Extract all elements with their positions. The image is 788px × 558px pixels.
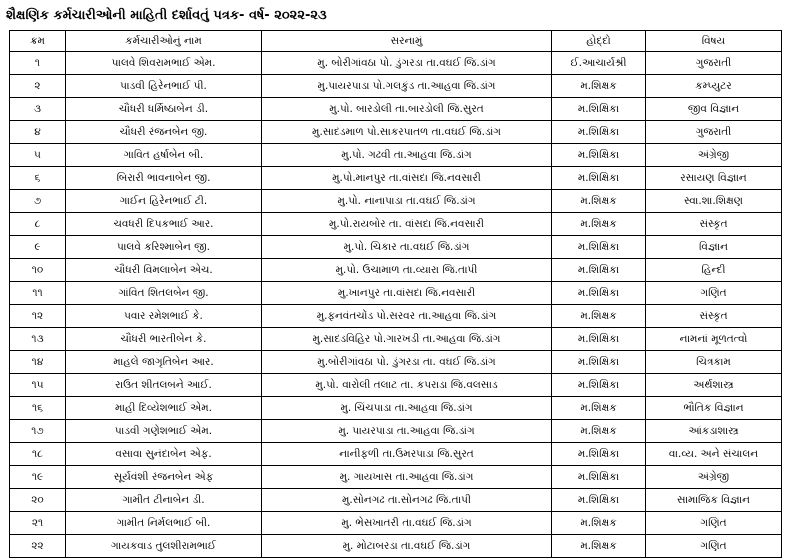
cell-address: મુ.પો. વારોલી તલાટ તા. કપરાડા જિ.વલસાડ bbox=[262, 374, 552, 397]
cell-serial-no: ૪ bbox=[10, 121, 66, 144]
cell-employee-name: પાડવી ગણેશભાઈ એમ. bbox=[66, 420, 262, 443]
cell-subject: અર્થશાસ્ત્ર bbox=[646, 374, 782, 397]
cell-designation: મ.શિક્ષિકા bbox=[552, 121, 646, 144]
cell-subject: રસાયણ વિજ્ઞાન bbox=[646, 167, 782, 190]
cell-address: મુ.પાયરપાડા પો.ગલકુંડ તા.આહવા જિ.ડાંગ bbox=[262, 75, 552, 98]
cell-employee-name: ચૌધરી ભારતીબેન કે. bbox=[66, 328, 262, 351]
cell-designation: મ.શિક્ષક bbox=[552, 512, 646, 535]
cell-serial-no: ૬ bbox=[10, 167, 66, 190]
cell-employee-name: ગાવિત હર્ષાબેન બી. bbox=[66, 144, 262, 167]
table-row bbox=[10, 466, 782, 489]
cell-serial-no: ૨૦ bbox=[10, 489, 66, 512]
cell-address: મુ. ચિંચપાડા તા.આહવા જિ.ડાંગ bbox=[262, 397, 552, 420]
cell-designation: મ.શિક્ષક bbox=[552, 190, 646, 213]
table-row bbox=[10, 282, 782, 305]
cell-employee-name: માહી દિવ્યેશભાઈ એમ. bbox=[66, 397, 262, 420]
cell-subject: વા.વ્ય. અને સંચાલન bbox=[646, 443, 782, 466]
table-row bbox=[10, 374, 782, 397]
cell-employee-name: ગાંવિત શિતલબેન જી. bbox=[66, 282, 262, 305]
cell-serial-no: ૧૭ bbox=[10, 420, 66, 443]
cell-employee-name: રાઉત શીતલબને આઈ. bbox=[66, 374, 262, 397]
table-row bbox=[10, 443, 782, 466]
table-row bbox=[10, 489, 782, 512]
cell-employee-name: ચૌધરી ધર્મિષ્ઠાબેન ડી. bbox=[66, 98, 262, 121]
table-body bbox=[10, 52, 782, 558]
table-header-row bbox=[10, 31, 782, 52]
cell-address: મુ. ગાયખાસ તા.આહવા જિ.ડાંગ bbox=[262, 466, 552, 489]
table-row bbox=[10, 351, 782, 374]
table-row bbox=[10, 420, 782, 443]
cell-subject: અંગ્રેજી bbox=[646, 144, 782, 167]
cell-designation: મ.શિક્ષિકા bbox=[552, 351, 646, 374]
cell-serial-no: ૨૧ bbox=[10, 512, 66, 535]
cell-address: મુ.ફનવંતચોંડ પો.સરવર તા.આહવા જિ.ડાંગ bbox=[262, 305, 552, 328]
cell-serial-no: ૧૫ bbox=[10, 374, 66, 397]
cell-subject: નામનાં મૂળતત્વો bbox=[646, 328, 782, 351]
cell-subject: ચિત્રકામ bbox=[646, 351, 782, 374]
cell-address: મુ. પાયરપાડા તા.આહવા જિ.ડાંગ bbox=[262, 420, 552, 443]
cell-employee-name: ચૌધરી રંજનબેન જી. bbox=[66, 121, 262, 144]
cell-designation: મ.શિક્ષક bbox=[552, 213, 646, 236]
cell-serial-no: ૯ bbox=[10, 236, 66, 259]
table-row bbox=[10, 236, 782, 259]
table-row bbox=[10, 305, 782, 328]
cell-designation: મ.શિક્ષક bbox=[552, 397, 646, 420]
cell-subject: સ્વા.શા.શિક્ષણ bbox=[646, 190, 782, 213]
cell-serial-no: ૧૯ bbox=[10, 466, 66, 489]
cell-address: મુ.સોનગઢ તા.સોનગઢ જિ.તાપી bbox=[262, 489, 552, 512]
table-row bbox=[10, 52, 782, 75]
cell-subject: કમ્પ્યુટર bbox=[646, 75, 782, 98]
cell-employee-name: વસાવા સુનંદાબેન એફ. bbox=[66, 443, 262, 466]
cell-designation: મ.શિક્ષિકા bbox=[552, 236, 646, 259]
table-row bbox=[10, 75, 782, 98]
table-row bbox=[10, 144, 782, 167]
cell-designation: મ.શિક્ષિકા bbox=[552, 374, 646, 397]
cell-subject: આંકડાશાસ્ત્ર bbox=[646, 420, 782, 443]
cell-subject: ગુજરાતી bbox=[646, 121, 782, 144]
cell-serial-no: ૮ bbox=[10, 213, 66, 236]
cell-address: નાનીફળી તા.ઉમરપાડા જિ.સુરત bbox=[262, 443, 552, 466]
cell-serial-no: ૨૨ bbox=[10, 535, 66, 558]
cell-employee-name: ગાયકવાડ તુલશીરામભાઈ bbox=[66, 535, 262, 558]
cell-subject: ગુજરાતી bbox=[646, 52, 782, 75]
cell-designation: મ.શિક્ષિકા bbox=[552, 489, 646, 512]
cell-subject: ગણિત bbox=[646, 282, 782, 305]
cell-serial-no: ૨ bbox=[10, 75, 66, 98]
table-row bbox=[10, 535, 782, 558]
cell-subject: જીવ વિજ્ઞાન bbox=[646, 98, 782, 121]
cell-serial-no: ૧૨ bbox=[10, 305, 66, 328]
cell-address: મુ.પો. નાનાપાડા તા.વઘઈ જિ.ડાંગ bbox=[262, 190, 552, 213]
cell-designation: મ.શિક્ષિકા bbox=[552, 466, 646, 489]
cell-subject: સામાજિક વિજ્ઞાન bbox=[646, 489, 782, 512]
table-row bbox=[10, 167, 782, 190]
cell-designation: મ.શિક્ષિકા bbox=[552, 282, 646, 305]
header-address: સરનામું bbox=[262, 31, 552, 52]
cell-designation: મ.શિક્ષિકા bbox=[552, 259, 646, 282]
cell-serial-no: ૧ bbox=[10, 52, 66, 75]
cell-employee-name: પાલવે શિવરામભાઈ એમ. bbox=[66, 52, 262, 75]
cell-serial-no: ૩ bbox=[10, 98, 66, 121]
cell-serial-no: ૧૬ bbox=[10, 397, 66, 420]
cell-employee-name: ગામીત ટીનાબેન ડી. bbox=[66, 489, 262, 512]
staff-table bbox=[9, 30, 782, 558]
table-row bbox=[10, 259, 782, 282]
table-row bbox=[10, 121, 782, 144]
cell-address: મુ.પો. ચિકાર તા.વઘઈ જિ.ડાંગ bbox=[262, 236, 552, 259]
cell-employee-name: ગાઈન હિરેનભાઈ ટી. bbox=[66, 190, 262, 213]
cell-subject: સંસ્કૃત bbox=[646, 305, 782, 328]
cell-serial-no: ૧૧ bbox=[10, 282, 66, 305]
cell-subject: ગણિત bbox=[646, 535, 782, 558]
cell-employee-name: ગામીત નિર્મલભાઈ બી. bbox=[66, 512, 262, 535]
cell-employee-name: પાલવે કરિશ્માબેન જી. bbox=[66, 236, 262, 259]
cell-serial-no: ૧૪ bbox=[10, 351, 66, 374]
cell-subject: અંગ્રેજી bbox=[646, 466, 782, 489]
cell-serial-no: ૧૩ bbox=[10, 328, 66, 351]
cell-subject: ભૌતિક વિજ્ઞાન bbox=[646, 397, 782, 420]
cell-address: મુ.સાદડવિહિર પો.ગારખડી તા.આહવા જિ.ડાંગ bbox=[262, 328, 552, 351]
cell-serial-no: ૫ bbox=[10, 144, 66, 167]
cell-subject: વિજ્ઞાન bbox=[646, 236, 782, 259]
table-row bbox=[10, 98, 782, 121]
cell-designation: મ.શિક્ષિકા bbox=[552, 443, 646, 466]
cell-address: મુ. મોટાબરડા તા.વઘઈ જિ.ડાંગ bbox=[262, 535, 552, 558]
cell-designation: મ.શિક્ષક bbox=[552, 75, 646, 98]
cell-address: મુ.ખાનપુર તા.વાંસદા જિ.નવસારી bbox=[262, 282, 552, 305]
cell-designation: મ.શિક્ષક bbox=[552, 420, 646, 443]
cell-employee-name: માહલે જાગૃતિબેન આર. bbox=[66, 351, 262, 374]
cell-employee-name: ચૌધરી વિમલાબેન એચ. bbox=[66, 259, 262, 282]
cell-address: મુ. બોરીગાંવઠા પો. ડુંગરડા તા.વઘઈ જિ.ડાંગ bbox=[262, 52, 552, 75]
cell-employee-name: પાડવી હિરેનભાઈ પી. bbox=[66, 75, 262, 98]
cell-serial-no: ૧૮ bbox=[10, 443, 66, 466]
cell-subject: સંસ્કૃત bbox=[646, 213, 782, 236]
cell-employee-name: પવાર રમેશભાઈ કે. bbox=[66, 305, 262, 328]
cell-address: મુ.સાદડમાળ પો.સાકરપાતળ તા.વઘઈ જિ.ડાંગ bbox=[262, 121, 552, 144]
cell-employee-name: સૂર્યવંશી રંજનબેન એફ bbox=[66, 466, 262, 489]
cell-serial-no: ૧૦ bbox=[10, 259, 66, 282]
page-title: શૈક્ષણિક કર્મચારીઓની માહિતી દર્શાવતું પત્રક- વર્ષ- ૨૦૨૨-૨૩ bbox=[6, 8, 327, 23]
cell-designation: મ.શિક્ષિકા bbox=[552, 328, 646, 351]
cell-designation: મ.શિક્ષિકા bbox=[552, 144, 646, 167]
cell-address: મુ.પો.માનપુર તા.વાંસદા જિ.નવસારી bbox=[262, 167, 552, 190]
cell-employee-name: ચવધરી દિપકભાઈ આર. bbox=[66, 213, 262, 236]
cell-designation: મ.શિક્ષિકા bbox=[552, 167, 646, 190]
table-row bbox=[10, 397, 782, 420]
header-designation: હોદ્દો bbox=[552, 31, 646, 52]
cell-address: મુ.પો.રાયબોર તા. વાંસદા જિ.નવસારી bbox=[262, 213, 552, 236]
table-row bbox=[10, 190, 782, 213]
cell-subject: ગણિત bbox=[646, 512, 782, 535]
table-row bbox=[10, 512, 782, 535]
header-subject: વિષય bbox=[646, 31, 782, 52]
cell-designation: મ.શિક્ષિકા bbox=[552, 98, 646, 121]
cell-subject: હિન્દી bbox=[646, 259, 782, 282]
cell-address: મુ. ભેસખાતરી તા.વઘઈ જિ.ડાંગ bbox=[262, 512, 552, 535]
cell-designation: મ.શિક્ષક bbox=[552, 535, 646, 558]
header-employee-name: કર્મચારીઓનું નામ bbox=[66, 31, 262, 52]
cell-designation: મ.શિક્ષક bbox=[552, 305, 646, 328]
cell-address: મુ.પો. ગઢવી તા.આહવા જિ.ડાંગ bbox=[262, 144, 552, 167]
cell-employee-name: બિરારી ભાવનાબેન જી. bbox=[66, 167, 262, 190]
table-row bbox=[10, 213, 782, 236]
cell-address: મુ.પો. ઉચામાળ તા.વ્યારા જિ.તાપી bbox=[262, 259, 552, 282]
cell-address: મુ.પો. બારડોલી તા.બારડોલી જિ.સુરત bbox=[262, 98, 552, 121]
table-row bbox=[10, 328, 782, 351]
cell-serial-no: ૭ bbox=[10, 190, 66, 213]
cell-designation: ઈ.આચાર્યશ્રી bbox=[552, 52, 646, 75]
cell-address: મુ.બોરીગાંવઠા પો. ડુંગરડા તા. વઘઈ જિ.ડાંગ bbox=[262, 351, 552, 374]
header-serial-no: ક્રમ bbox=[10, 31, 66, 52]
